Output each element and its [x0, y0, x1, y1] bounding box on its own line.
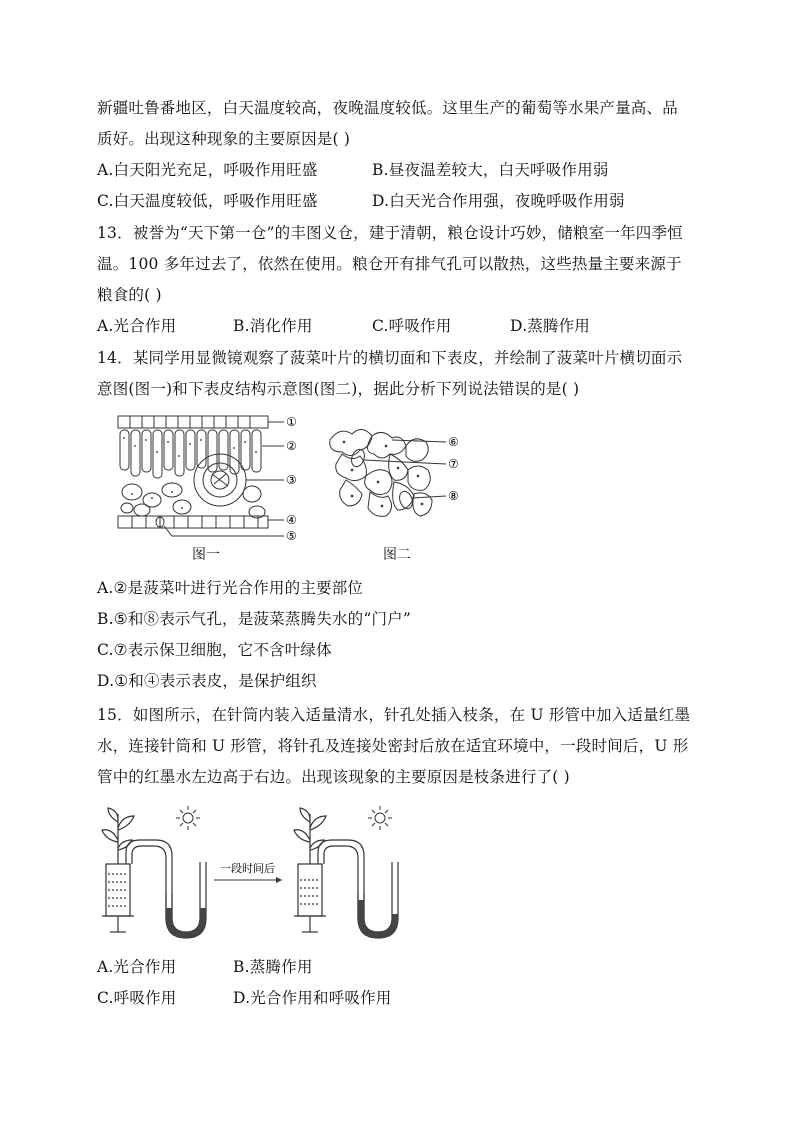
q12-stem-line1: 新疆吐鲁番地区，白天温度较高，夜晚温度较低。这里生产的葡萄等水果产量高、品 [97, 99, 678, 117]
q15-option-d: D.光合作用和呼吸作用 [233, 989, 392, 1007]
q15-option-c: C.呼吸作用 [97, 989, 177, 1007]
q14-option-a: A.②是菠菜叶进行光合作用的主要部位 [97, 579, 364, 597]
q12-option-b: B.昼夜温差较大，白天呼吸作用弱 [372, 161, 609, 179]
q14-option-b: B.⑤和⑧表示气孔，是菠菜蒸腾失水的“门户” [97, 610, 411, 628]
label-7: ⑦ [448, 457, 459, 471]
q12-stem-line2: 质好。出现这种现象的主要原因是( ) [97, 130, 351, 148]
q13-stem-line1: 13．被誉为“天下第一仓”的丰图义仓，建于清朝，粮仓设计巧妙，储粮室一年四季恒 [97, 224, 683, 242]
label-2: ② [286, 439, 297, 453]
label-5: ⑤ [286, 529, 297, 543]
q13-stem-line3: 粮食的( ) [97, 286, 162, 304]
apparatus-before [102, 808, 206, 938]
lower-epidermis-figure [322, 420, 472, 540]
stoma-1 [349, 447, 366, 468]
q12-option-c: C.白天温度较低，呼吸作用旺盛 [97, 192, 318, 210]
vein-bundle [194, 454, 246, 506]
sun-icon [176, 806, 200, 830]
q13-option-d: D.蒸腾作用 [510, 317, 591, 335]
q15-stem-line2: 水，连接针筒和 U 形管，将针孔及连接处密封后放在适宜环境中，一段时间后，U 形 [97, 737, 689, 755]
q14-stem-line2: 意图(图一)和下表皮结构示意图(图二)，据此分析下列说法错误的是( ) [97, 380, 580, 398]
q14-option-c: C.⑦表示保卫细胞，它不含叶绿体 [97, 641, 332, 659]
lower-epidermis [118, 516, 268, 528]
figure-2-caption: 图二 [383, 547, 411, 563]
q15-stem-line1: 15．如图所示，在针筒内装入适量清水，针孔处插入枝条，在 U 形管中加入适量红墨 [97, 706, 691, 724]
q12-option-a: A.白天阳光充足，呼吸作用旺盛 [97, 161, 318, 179]
q13-option-b: B.消化作用 [233, 317, 313, 335]
q13-option-a: A.光合作用 [97, 317, 177, 335]
spongy-tissue [121, 483, 265, 518]
upper-epidermis [118, 416, 268, 428]
q14-option-d: D.①和④表示表皮，是保护组织 [97, 672, 317, 690]
q13-option-c: C.呼吸作用 [372, 317, 452, 335]
figure-1-caption: 图一 [192, 547, 220, 563]
apparatus-after [294, 808, 398, 938]
label-8: ⑧ [448, 489, 459, 503]
q14-stem-line1: 14．某同学用显微镜观察了菠菜叶片的横切面和下表皮，并绘制了菠菜叶片横切面示 [97, 349, 683, 367]
label-3: ③ [286, 473, 297, 487]
palisade-tissue [120, 430, 261, 478]
arrow-label: 一段时间后 [220, 862, 275, 875]
q12-option-d: D.白天光合作用强，夜晚呼吸作用弱 [372, 192, 625, 210]
label-6: ⑥ [448, 435, 459, 449]
sun-icon [368, 806, 392, 830]
q15-option-b: B.蒸腾作用 [233, 958, 313, 976]
q13-stem-line2: 温。100 多年过去了，依然在使用。粮仓开有排气孔可以散热，这些热量主要来源于 [97, 255, 682, 273]
q15-stem-line3: 管中的红墨水左边高于右边。出现该现象的主要原因是枝条进行了( ) [97, 768, 570, 786]
q15-option-a: A.光合作用 [97, 958, 177, 976]
label-1: ① [286, 415, 297, 429]
syringe-u-tube-figure [96, 800, 426, 945]
leaf-cross-section-figure [112, 412, 322, 562]
label-4: ④ [286, 513, 297, 527]
